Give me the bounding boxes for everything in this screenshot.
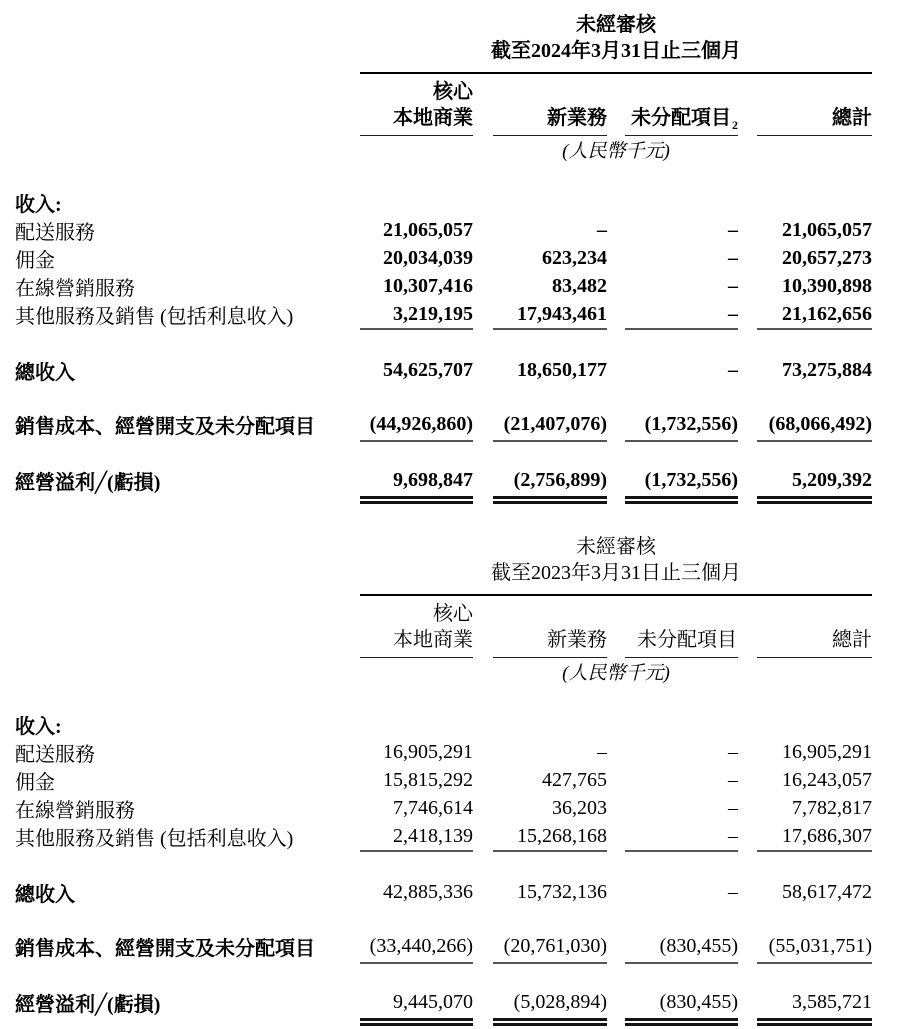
col-header-total bbox=[757, 596, 872, 658]
column-underline bbox=[757, 850, 872, 852]
column-header-spacer bbox=[15, 74, 360, 136]
value-core-local-commerce: 15,815,292 bbox=[383, 769, 473, 791]
operating-profit-row bbox=[15, 466, 872, 494]
column-underlines bbox=[15, 962, 872, 964]
column-underlines bbox=[15, 440, 872, 442]
cost-row bbox=[15, 410, 872, 438]
footnote-marker: 2 bbox=[732, 118, 738, 132]
value-core-local-commerce: (44,926,860) bbox=[369, 413, 473, 435]
col-header-core-line1: 核心 bbox=[433, 603, 473, 625]
row-label: 經營溢利╱(虧損) bbox=[15, 472, 161, 494]
value-new-initiatives: 15,732,136 bbox=[517, 881, 607, 903]
value-core-local-commerce: (33,440,266) bbox=[369, 935, 473, 957]
value-total: 16,243,057 bbox=[782, 769, 872, 791]
col-header-new-initiatives bbox=[493, 74, 607, 136]
double-underline bbox=[360, 1018, 473, 1026]
value-core-local-commerce: 9,445,070 bbox=[393, 991, 473, 1013]
value-unallocated-items: (830,455) bbox=[659, 991, 738, 1013]
value-new-initiatives: 623,234 bbox=[542, 247, 607, 269]
value-total: 58,617,472 bbox=[782, 881, 872, 903]
double-underline bbox=[625, 496, 738, 504]
value-total: 73,275,884 bbox=[782, 359, 872, 381]
row-label: 配送服務 bbox=[15, 222, 95, 244]
value-core-local-commerce: 42,885,336 bbox=[383, 881, 473, 903]
col-header-label: 總計 bbox=[832, 107, 872, 129]
value-unallocated-items: – bbox=[728, 769, 738, 791]
row-label: 配送服務 bbox=[15, 744, 95, 766]
value-total: 5,209,392 bbox=[792, 469, 872, 491]
col-header-label: 總計 bbox=[832, 629, 872, 651]
value-unallocated-items: (830,455) bbox=[659, 935, 738, 957]
column-underline bbox=[493, 328, 607, 330]
revenue-row-other-services bbox=[15, 822, 872, 850]
value-new-initiatives: 15,268,168 bbox=[517, 825, 607, 847]
row-label: 銷售成本、經營開支及未分配項目 bbox=[15, 938, 315, 960]
period-label: 截至2023年3月31日止三個月 bbox=[491, 562, 741, 584]
value-total: 3,585,721 bbox=[792, 991, 872, 1013]
value-unallocated-items: – bbox=[728, 303, 738, 325]
column-underline bbox=[493, 850, 607, 852]
value-unallocated-items: – bbox=[728, 275, 738, 297]
unaudited-label: 未經審核 bbox=[576, 536, 656, 558]
value-unallocated-items: – bbox=[728, 881, 738, 903]
row-label: 其他服務及銷售 (包括利息收入) bbox=[15, 306, 294, 328]
value-unallocated-items: – bbox=[728, 741, 738, 763]
column-header-row bbox=[15, 74, 872, 136]
col-header-core-line2: 本地商業 bbox=[393, 629, 473, 651]
column-header-spacer bbox=[15, 596, 360, 658]
value-new-initiatives: 427,765 bbox=[542, 769, 607, 791]
column-underline bbox=[360, 850, 473, 852]
value-total: (55,031,751) bbox=[768, 935, 872, 957]
value-core-local-commerce: 9,698,847 bbox=[393, 469, 473, 491]
revenue-row-delivery bbox=[15, 738, 872, 766]
value-core-local-commerce: 16,905,291 bbox=[383, 741, 473, 763]
value-core-local-commerce: 54,625,707 bbox=[383, 359, 473, 381]
row-label: 總收入 bbox=[15, 362, 75, 384]
column-header-row bbox=[15, 596, 872, 658]
value-new-initiatives: (5,028,894) bbox=[513, 991, 607, 1013]
col-header-unallocated-items bbox=[625, 596, 738, 658]
currency-unit-note: (人民幣千元) bbox=[562, 141, 670, 162]
value-total: 7,782,817 bbox=[792, 797, 872, 819]
col-header-label: 未分配項目 bbox=[631, 107, 731, 129]
value-unallocated-items: – bbox=[728, 359, 738, 381]
double-underline bbox=[360, 496, 473, 504]
unaudited-label: 未經審核 bbox=[576, 14, 656, 36]
col-header-label: 新業務 bbox=[547, 629, 607, 651]
period-header bbox=[360, 534, 872, 586]
column-underline bbox=[625, 850, 738, 852]
period-header bbox=[360, 12, 872, 64]
value-core-local-commerce: 3,219,195 bbox=[393, 303, 473, 325]
column-underline bbox=[493, 440, 607, 442]
segment-table-2024-q1 bbox=[15, 12, 872, 504]
period-label: 截至2024年3月31日止三個月 bbox=[491, 40, 741, 62]
column-underline bbox=[360, 962, 473, 964]
row-label: 佣金 bbox=[15, 250, 55, 272]
revenue-row-other-services bbox=[15, 300, 872, 328]
total-revenue-row bbox=[15, 878, 872, 906]
value-total: 20,657,273 bbox=[782, 247, 872, 269]
operating-profit-row bbox=[15, 988, 872, 1016]
col-header-new-initiatives bbox=[493, 596, 607, 658]
value-new-initiatives: 83,482 bbox=[552, 275, 607, 297]
value-unallocated-items: – bbox=[728, 825, 738, 847]
double-underline bbox=[757, 1018, 872, 1026]
revenue-row-commission bbox=[15, 244, 872, 272]
col-header-label: 新業務 bbox=[547, 107, 607, 129]
row-label: 在線營銷服務 bbox=[15, 278, 135, 300]
col-header-core-local-commerce bbox=[360, 596, 473, 658]
revenue-row-online-marketing bbox=[15, 794, 872, 822]
col-header-total bbox=[757, 74, 872, 136]
total-revenue-row bbox=[15, 356, 872, 384]
double-underline bbox=[625, 1018, 738, 1026]
value-core-local-commerce: 10,307,416 bbox=[383, 275, 473, 297]
column-underline bbox=[757, 328, 872, 330]
value-new-initiatives: 18,650,177 bbox=[517, 359, 607, 381]
revenue-row-delivery bbox=[15, 216, 872, 244]
column-underline bbox=[493, 962, 607, 964]
row-label: 佣金 bbox=[15, 772, 55, 794]
value-unallocated-items: – bbox=[728, 797, 738, 819]
double-underline bbox=[493, 496, 607, 504]
revenue-row-online-marketing bbox=[15, 272, 872, 300]
value-new-initiatives: – bbox=[597, 741, 607, 763]
column-underline bbox=[625, 962, 738, 964]
revenue-section-row bbox=[15, 188, 872, 216]
row-label: 銷售成本、經營開支及未分配項目 bbox=[15, 416, 315, 438]
revenue-section-row bbox=[15, 710, 872, 738]
value-new-initiatives: (2,756,899) bbox=[513, 469, 607, 491]
col-header-core-line1: 核心 bbox=[433, 81, 473, 103]
value-new-initiatives: – bbox=[597, 219, 607, 241]
value-core-local-commerce: 20,034,039 bbox=[383, 247, 473, 269]
value-total: 21,065,057 bbox=[782, 219, 872, 241]
revenue-row-commission bbox=[15, 766, 872, 794]
column-underline bbox=[757, 962, 872, 964]
double-underlines bbox=[15, 1018, 872, 1026]
row-label: 經營溢利╱(虧損) bbox=[15, 994, 161, 1016]
col-header-unallocated-items bbox=[625, 74, 738, 136]
row-label: 其他服務及銷售 (包括利息收入) bbox=[15, 828, 294, 850]
value-unallocated-items: (1,732,556) bbox=[644, 469, 738, 491]
value-unallocated-items: – bbox=[728, 247, 738, 269]
value-core-local-commerce: 7,746,614 bbox=[393, 797, 473, 819]
double-underline bbox=[757, 496, 872, 504]
column-underline bbox=[757, 440, 872, 442]
currency-unit-note: (人民幣千元) bbox=[562, 663, 670, 684]
row-label: 總收入 bbox=[15, 884, 75, 906]
revenue-section-label: 收入: bbox=[15, 194, 62, 216]
row-label: 在線營銷服務 bbox=[15, 800, 135, 822]
segment-table-2023-q1 bbox=[15, 534, 872, 1026]
column-underline bbox=[360, 440, 473, 442]
value-total: 16,905,291 bbox=[782, 741, 872, 763]
col-header-core-local-commerce bbox=[360, 74, 473, 136]
value-unallocated-items: (1,732,556) bbox=[644, 413, 738, 435]
col-header-core-line2: 本地商業 bbox=[393, 107, 473, 129]
value-new-initiatives: 17,943,461 bbox=[517, 303, 607, 325]
value-new-initiatives: (21,407,076) bbox=[503, 413, 607, 435]
value-total: (68,066,492) bbox=[768, 413, 872, 435]
double-underlines bbox=[15, 496, 872, 504]
value-unallocated-items: – bbox=[728, 219, 738, 241]
value-core-local-commerce: 2,418,139 bbox=[393, 825, 473, 847]
double-underline bbox=[493, 1018, 607, 1026]
column-underline bbox=[360, 328, 473, 330]
value-total: 21,162,656 bbox=[782, 303, 872, 325]
column-underline bbox=[625, 440, 738, 442]
value-new-initiatives: (20,761,030) bbox=[503, 935, 607, 957]
cost-row bbox=[15, 932, 872, 960]
col-header-label: 未分配項目 bbox=[637, 629, 737, 651]
revenue-section-label: 收入: bbox=[15, 716, 62, 738]
column-underline bbox=[625, 328, 738, 330]
value-total: 10,390,898 bbox=[782, 275, 872, 297]
value-core-local-commerce: 21,065,057 bbox=[383, 219, 473, 241]
value-new-initiatives: 36,203 bbox=[552, 797, 607, 819]
value-total: 17,686,307 bbox=[782, 825, 872, 847]
